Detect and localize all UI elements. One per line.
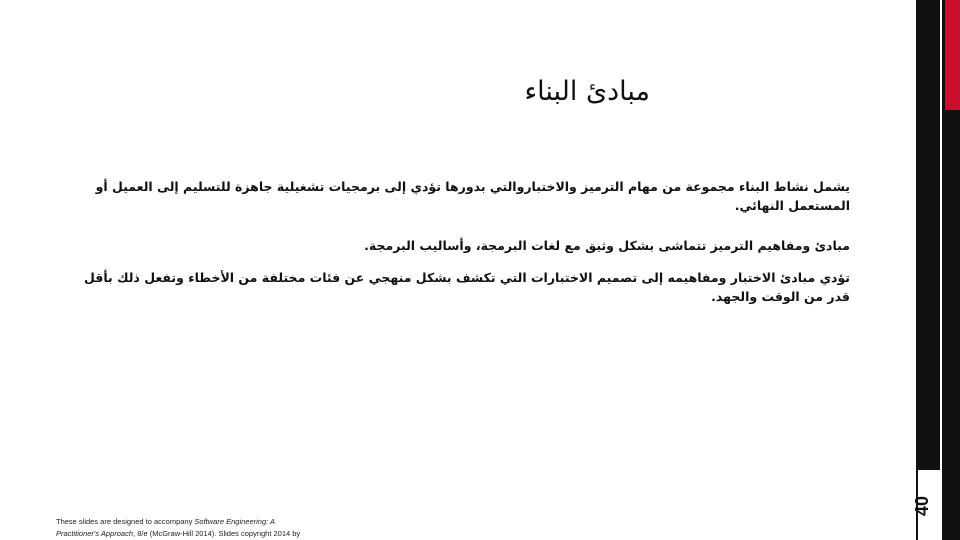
bullet-coding: مبادئ ومفاهيم الترميز تتماشى بشكل وثيق مع لغات البرمجة، وأساليب البرمجة. bbox=[364, 238, 850, 253]
footer-line2-suffix: , 8/e (McGraw-Hill 2014). Slides copyright 2014 by bbox=[133, 529, 301, 538]
bullet-testing: تؤدي مبادئ الاختبار ومفاهيمه إلى تصميم الاختبارات التي تكشف بشكل منهجي عن فئات مختلفة من الأخطاء وتفعل ذلك بأقل قدر من الوقت والجهد. bbox=[84, 270, 850, 304]
side-bar-divider bbox=[940, 0, 942, 540]
page-number: 40 bbox=[912, 495, 932, 516]
side-bar-red-accent bbox=[945, 0, 960, 110]
footer-line-2 bbox=[56, 528, 416, 540]
slide-title: مبادئ البناء bbox=[524, 76, 650, 107]
footer-line1-prefix: These slides are designed to accompany bbox=[56, 517, 195, 526]
footer-copyright bbox=[56, 516, 416, 540]
footer-book-title-part1: Software Engineering: A bbox=[194, 517, 276, 526]
bullet-construction: يشمل نشاط البناء مجموعة من مهام الترميز والاختباروالتي بدورها تؤدي إلى برمجيات تشغيلية جاهزة للتسليم إلى العميل أو المستعمل النهائي. bbox=[95, 179, 850, 213]
footer-book-title-part2: Practitioner's Approach bbox=[56, 529, 134, 538]
footer-line-1 bbox=[56, 516, 416, 528]
